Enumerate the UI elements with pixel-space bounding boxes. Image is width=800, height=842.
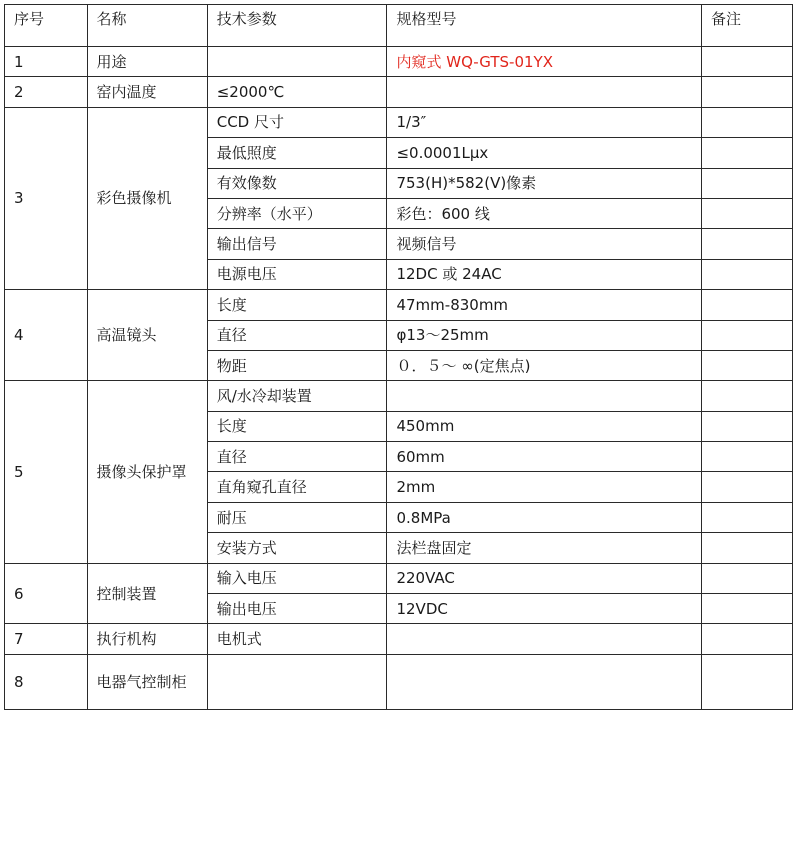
row-spec: 753(H)*582(V)像素 [387, 168, 702, 198]
row-remark [702, 198, 793, 228]
row-remark [702, 107, 793, 137]
row-spec [387, 654, 702, 709]
row-name: 控制装置 [87, 563, 207, 624]
row-no: 6 [5, 563, 88, 624]
header-no: 序号 [5, 5, 88, 47]
row-remark [702, 168, 793, 198]
table-row [5, 290, 793, 320]
row-remark [702, 350, 793, 380]
table-row [5, 381, 793, 411]
row-spec: 12VDC [387, 594, 702, 624]
row-spec: φ13～25mm [387, 320, 702, 350]
header-name: 名称 [87, 5, 207, 47]
row-param [207, 654, 387, 709]
row-param: 直径 [207, 320, 387, 350]
table-row [5, 624, 793, 654]
row-param: 直角窥孔直径 [207, 472, 387, 502]
row-name: 窑内温度 [87, 77, 207, 107]
row-param: 物距 [207, 350, 387, 380]
table-row [5, 563, 793, 593]
row-no: 2 [5, 77, 88, 107]
row-param: 耐压 [207, 502, 387, 532]
row-no: 4 [5, 290, 88, 381]
row-param: CCD 尺寸 [207, 107, 387, 137]
table-row [5, 654, 793, 709]
row-spec: 47mm-830mm [387, 290, 702, 320]
row-param: 直径 [207, 442, 387, 472]
row-param: 输出信号 [207, 229, 387, 259]
row-remark [702, 47, 793, 77]
row-name: 摄像头保护罩 [87, 381, 207, 563]
row-param: 电机式 [207, 624, 387, 654]
row-remark [702, 594, 793, 624]
row-no: 1 [5, 47, 88, 77]
row-param: 输出电压 [207, 594, 387, 624]
row-remark [702, 442, 793, 472]
row-remark [702, 138, 793, 168]
row-remark [702, 290, 793, 320]
row-param: 输入电压 [207, 563, 387, 593]
row-remark [702, 533, 793, 563]
row-param: 分辨率（水平） [207, 198, 387, 228]
row-spec: 彩色：600 线 [387, 198, 702, 228]
row-spec: 1/3″ [387, 107, 702, 137]
row-remark [702, 563, 793, 593]
row-no: 7 [5, 624, 88, 654]
row-spec: 450mm [387, 411, 702, 441]
row-remark [702, 411, 793, 441]
row-spec: 法栏盘固定 [387, 533, 702, 563]
row-remark [702, 654, 793, 709]
row-name: 电器气控制柜 [87, 654, 207, 709]
row-spec: 60mm [387, 442, 702, 472]
row-name: 执行机构 [87, 624, 207, 654]
table-row [5, 107, 793, 137]
row-param [207, 47, 387, 77]
row-no: 3 [5, 107, 88, 289]
row-remark [702, 472, 793, 502]
row-name: 高温镜头 [87, 290, 207, 381]
row-spec: 12DC 或 24AC [387, 259, 702, 289]
row-no: 8 [5, 654, 88, 709]
table-row [5, 77, 793, 107]
row-param: ≤2000℃ [207, 77, 387, 107]
header-param: 技术参数 [207, 5, 387, 47]
row-spec: ≤0.0001Lμx [387, 138, 702, 168]
row-param: 电源电压 [207, 259, 387, 289]
row-remark [702, 502, 793, 532]
header-spec: 规格型号 [387, 5, 702, 47]
row-spec: 2mm [387, 472, 702, 502]
row-param: 安装方式 [207, 533, 387, 563]
row-spec: ０．５～ ∞(定焦点) [387, 350, 702, 380]
row-remark [702, 381, 793, 411]
row-spec: 内窥式 WQ-GTS-01YX [387, 47, 702, 77]
row-remark [702, 624, 793, 654]
row-spec: 220VAC [387, 563, 702, 593]
row-name: 用途 [87, 47, 207, 77]
row-param: 风/水冷却装置 [207, 381, 387, 411]
row-param: 最低照度 [207, 138, 387, 168]
row-name: 彩色摄像机 [87, 107, 207, 289]
spec-table [4, 4, 793, 710]
row-remark [702, 259, 793, 289]
row-remark [702, 229, 793, 259]
row-spec [387, 77, 702, 107]
row-param: 长度 [207, 411, 387, 441]
row-spec: 视频信号 [387, 229, 702, 259]
header-remark: 备注 [702, 5, 793, 47]
row-remark [702, 77, 793, 107]
table-header-row [5, 5, 793, 47]
row-spec: 0.8MPa [387, 502, 702, 532]
row-no: 5 [5, 381, 88, 563]
row-remark [702, 320, 793, 350]
table-row [5, 47, 793, 77]
row-param: 有效像数 [207, 168, 387, 198]
row-spec [387, 624, 702, 654]
row-param: 长度 [207, 290, 387, 320]
row-spec [387, 381, 702, 411]
